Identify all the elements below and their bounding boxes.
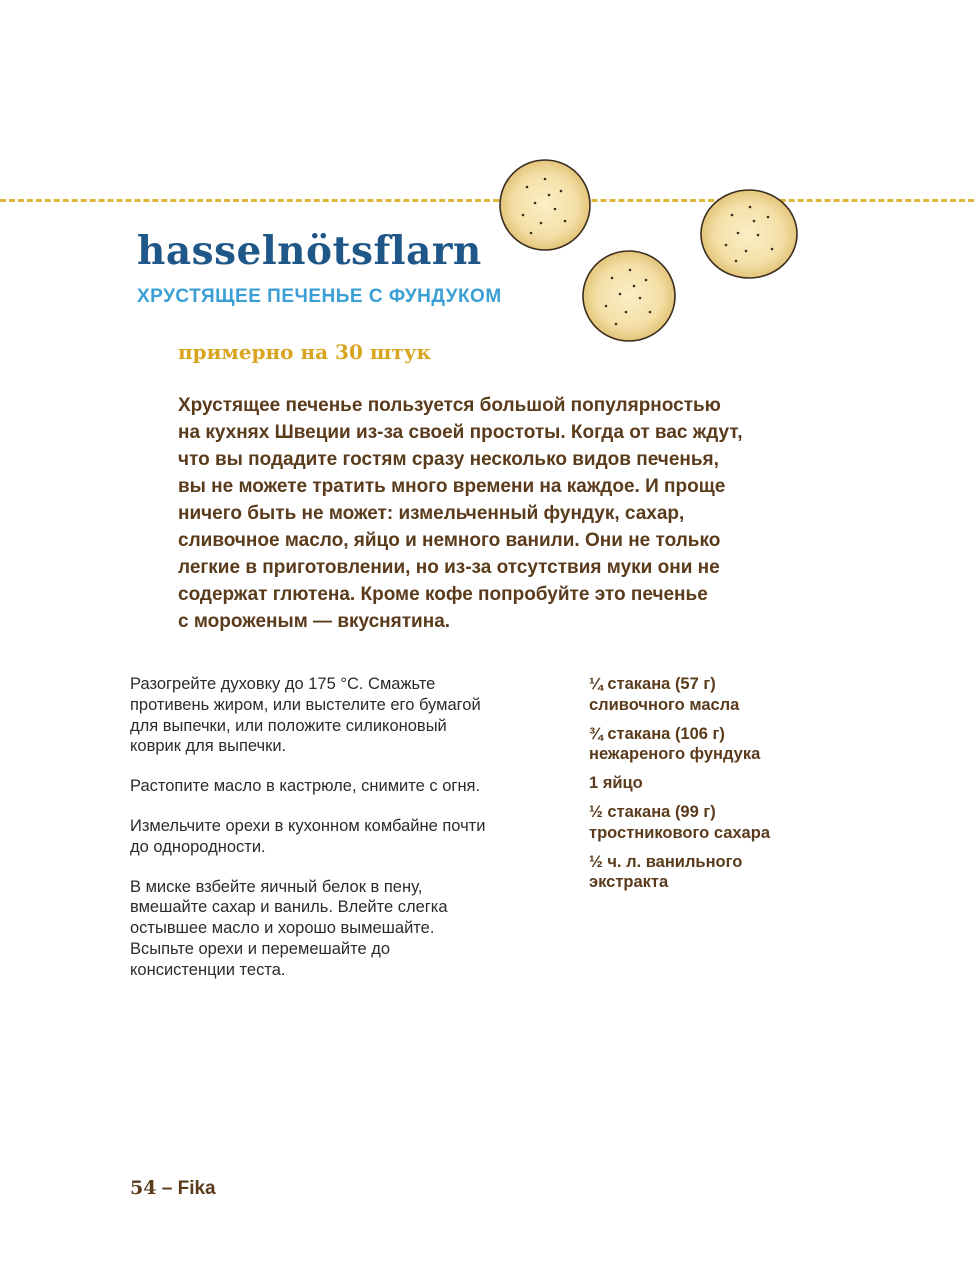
ingredient-line: тростникового сахара [589,823,770,842]
ingredient-item [589,852,909,894]
step-line: до однородности. [130,837,266,856]
cookie-icon [497,157,593,253]
intro-line: что вы подадите гостям сразу несколько видов печенья, [178,449,719,470]
intro-line: сливочное масло, яйцо и немного ванили. Они не только [178,530,721,551]
method-step [130,816,570,858]
ingredient-item [589,773,909,794]
method-step [130,877,570,981]
ingredient-line: 1 яйцо [589,774,643,793]
intro-line: с мороженым — вкуснятина. [178,611,451,632]
cookie-icon [698,187,800,281]
ingredient-item [589,802,909,844]
book-title: Fika [177,1178,216,1199]
recipe-yield: примерно на 30 штук [178,340,431,364]
step-line: Разогрейте духовку до 175 °С. Смажьте [130,675,436,693]
step-line: Всыпьте орехи и перемешайте до [130,939,391,958]
ingredient-line: экстракта [589,873,669,892]
step-line: Измельчите орехи в кухонном комбайне почти [130,816,486,835]
ingredient-line: ¾ стакана (106 г) [589,724,725,743]
intro-line: легкие в приготовлении, но из-за отсутствия муки они не [178,557,720,578]
method-step [130,674,570,757]
recipe-title: hasselnötsflarn [137,228,482,274]
ingredient-item [589,724,909,766]
step-line: коврик для выпечки. [130,737,287,756]
page-number: 54 [130,1177,157,1199]
intro-line: содержат глютена. Кроме кофе попробуйте это печенье [178,584,708,605]
step-line: остывшее масло и хорошо вымешайте. [130,919,435,938]
ingredients-list [589,674,909,901]
ingredient-line: ¼ стакана (57 г) [589,675,716,693]
method-step [130,776,570,797]
method-steps [130,674,570,1000]
ingredient-line: нежареного фундука [589,745,761,764]
ingredient-line: ½ стакана (99 г) [589,802,716,821]
intro-line: на кухнях Швеции из-за своей простоты. Когда от вас ждут, [178,422,743,443]
intro-line: ничего быть не может: измельченный фундук, сахар, [178,503,685,524]
intro-paragraph [178,392,838,635]
dashed-divider [0,199,974,202]
page-footer [130,1177,216,1200]
step-line: Растопите масло в кастрюле, снимите с огня. [130,777,481,796]
intro-line: Хрустящее печенье пользуется большой популярностью [178,395,721,416]
intro-line: вы не можете тратить много времени на каждое. И проще [178,476,726,497]
cookie-icon [580,248,678,344]
step-line: консистенции теста. [130,960,286,979]
step-line: вмешайте сахар и ваниль. Влейте слегка [130,898,448,917]
step-line: для выпечки, или положите силиконовый [130,716,447,735]
ingredient-item [589,674,909,716]
recipe-subtitle: ХРУСТЯЩЕЕ ПЕЧЕНЬЕ С ФУНДУКОМ [137,286,502,307]
footer-separator: – [161,1178,173,1199]
step-line: В миске взбейте яичный белок в пену, [130,877,423,896]
ingredient-line: сливочного масла [589,695,740,714]
ingredient-line: ½ ч. л. ванильного [589,852,743,871]
step-line: противень жиром, или выстелите его бумагой [130,695,481,714]
